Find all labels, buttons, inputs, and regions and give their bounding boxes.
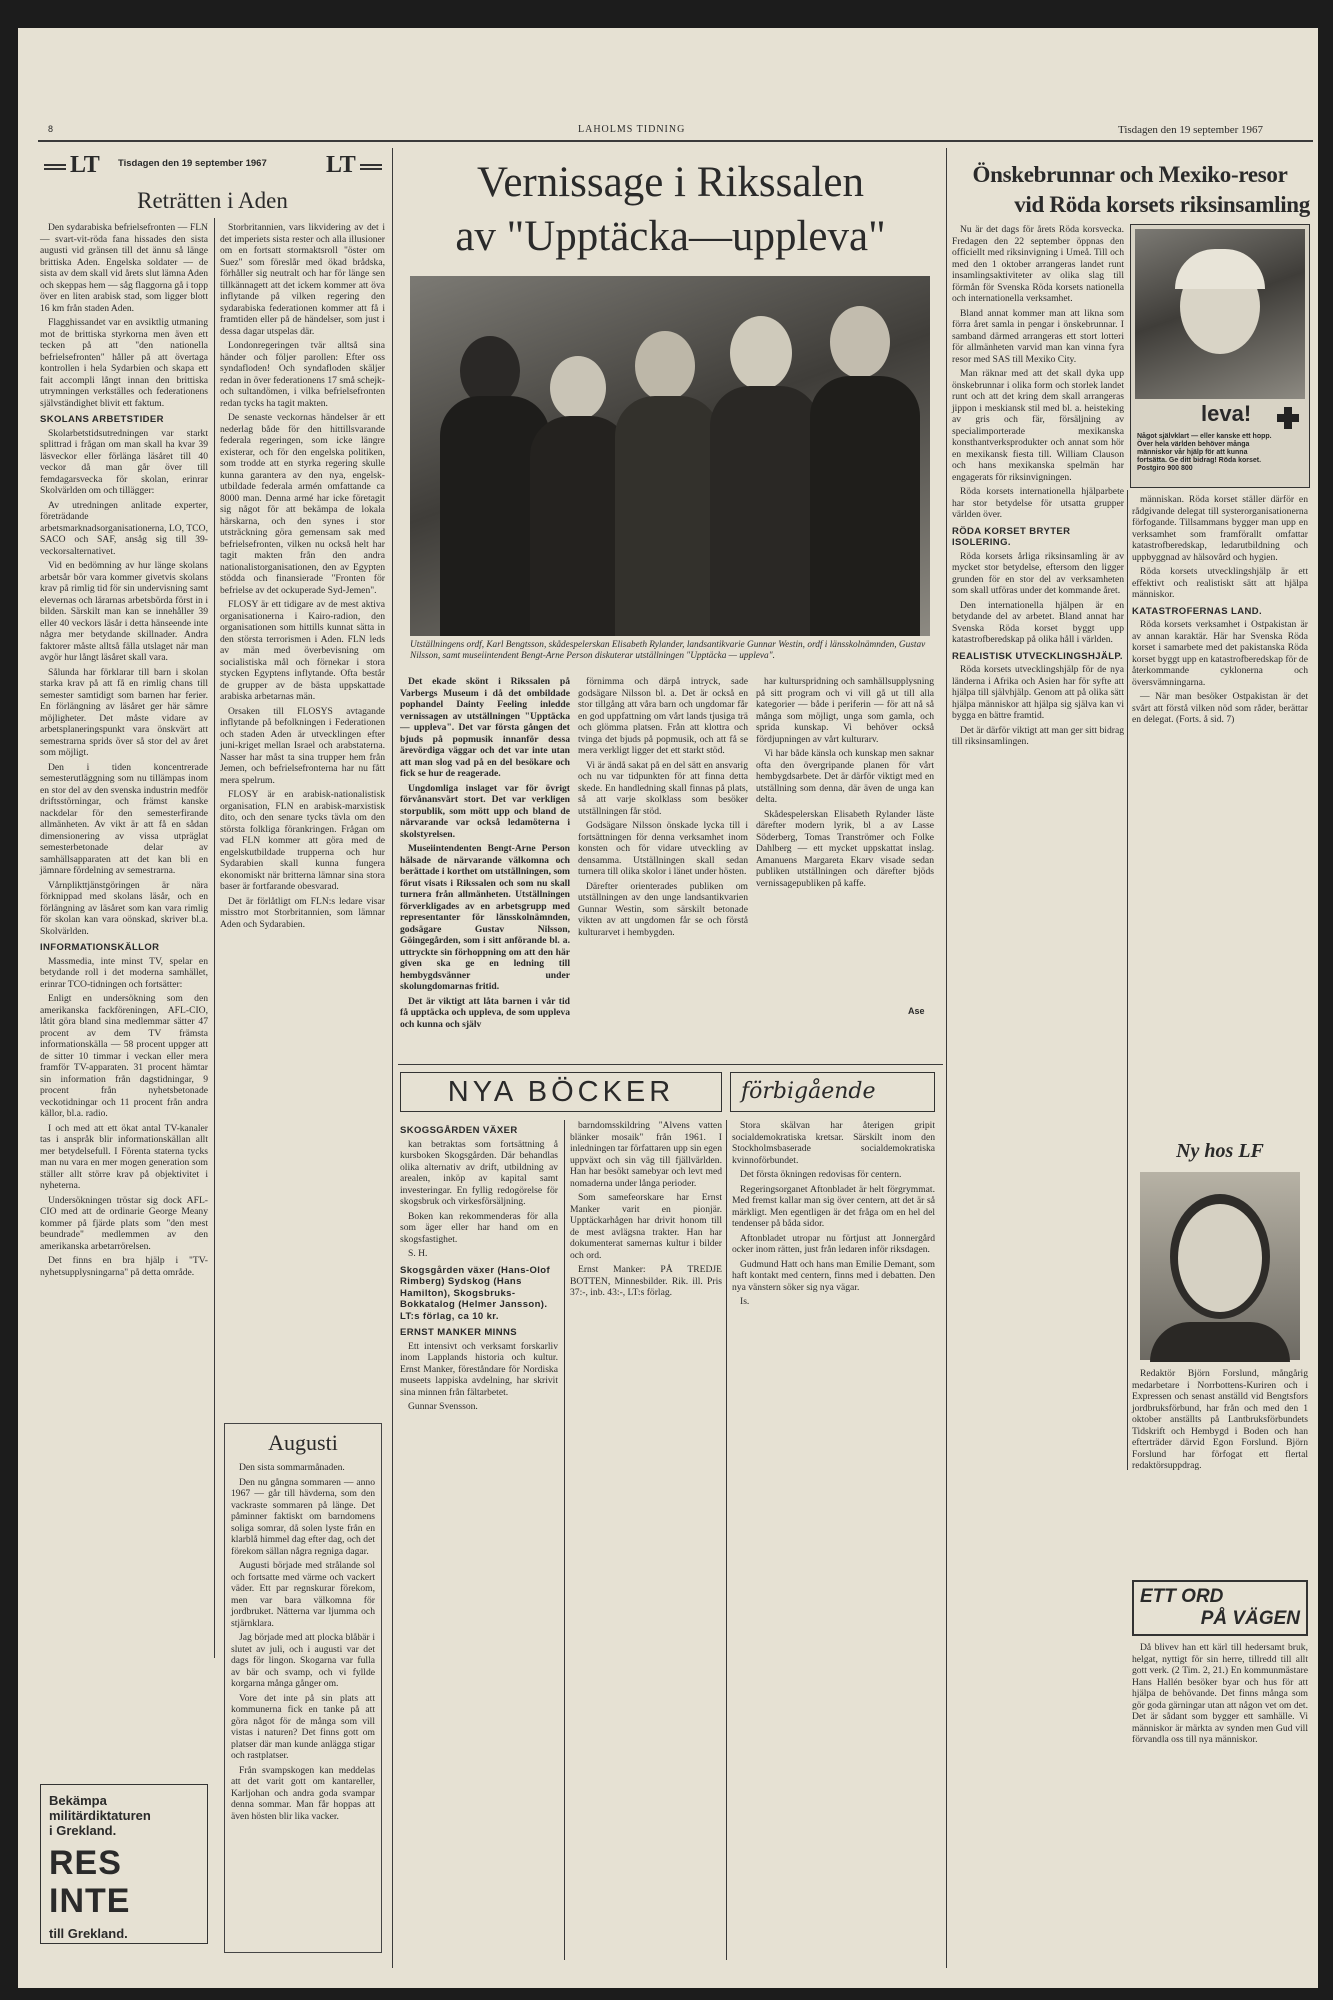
- paragraph: Den sydarabiska befrielsefronten — FLN — svart-vit-röda fana hissades den sista augusti vid gränsen till det ännu så länge brittiska Aden. Engelska soldater — de sista av dem skall vid årets slut lämna Aden och skeppas hem — såg flaggorna gå i topp över en liten arabisk stad, som ligger blott 16 km från staden Aden.: [40, 222, 208, 314]
- paragraph: Det finns en bra hjälp i "TV-nyhetsupplysningarna" på detta område.: [40, 1255, 208, 1278]
- paragraph: Flagghissandet var en avsiktlig utmaning mot de brittiska styrkorna men även ett tecken på att "den nationella befrielsefronten" håller på att övertaga kontrollen i hela Sydarbien och skapa ett fait accompli långt innan den brittiska utrymningen verkställes och federationens självständighet blivit ett faktum.: [40, 317, 208, 409]
- column-divider: [946, 148, 947, 1968]
- vernissage-column-3: [756, 676, 934, 1016]
- section-heading: REALISTISK UTVECKLINGSHJÄLP.: [952, 650, 1123, 662]
- paragraph: Röda korsets utvecklingshjälp är ett effektivt och realistiskt sätt att hjälpa människor.: [1132, 566, 1308, 600]
- paragraph: Massmedia, inte minst TV, spelar en betydande roll i det moderna samhället, erinrar TCO-tidningen och fortsätter:: [40, 955, 208, 990]
- red-cross-icon: [1277, 407, 1299, 429]
- masthead-lt-left: LT: [70, 152, 100, 178]
- paragraph: Röda korsets årliga riksinsamling är av mycket stor betydelse, eftersom den ligger grunden för en stor del av verksamheten som skall utföras under det kommande året.: [952, 550, 1124, 596]
- red-cross-ad: [1130, 224, 1310, 488]
- paragraph: Röda korsets internationella hjälparbete har stor betydelse för utsatta grupper världen över.: [952, 486, 1124, 520]
- paragraph: Undersökningen tröstar sig dock AFL-CIO med att de ordinarie George Meany kommer på fjärde plats som "den mest beundrade" medlemmen av den amerikanska arbetarrörelsen.: [40, 1194, 208, 1252]
- paragraph: I och med att ett ökat antal TV-kanaler tas i anspråk blir informationskällan allt mer betydelsefull. I Förenta staterna tycks man nu vara en mer mogen generation som ställer allt större krav på objektivitet i nyheterna.: [40, 1122, 208, 1191]
- paragraph: Vi har både känsla och kunskap men saknar ofta den övergripande planen för vårt hembygdsarbete. Det är därför viktigt med en utställning som denna, där även de unga kan delta.: [756, 748, 934, 805]
- header-rule: [38, 140, 1313, 142]
- paragraph: Vid en bedömning av hur länge skolans arbetsår bör vara kommer givetvis skolans krav på rimlig tid för sin undervisning samt elevernas och lärarnas arbetsbörda först in i bilden. Särskilt man kan se innehåller 39 eller 40 veckors läsår i detta hänseende inte några mer betydande skillnader. Andra faktorer måste alltså fälla utslaget när man avgör hur långt läsåret skall vara.: [40, 560, 208, 663]
- ny-hos-lf-paragraph: Redaktör Björn Forslund, mångårig medarbetare i Norrbottens-Kuriren och i Expressen och senast anställd vid Bengtsfors jordbruksförbund, har från och med den 1 oktober anställts på Lantbruksförbundets Tidskrift och Hembygd i Boden och han efterträder därvid Egon Forslund. Björn Forslund har förfogat ett flertal redaktörsuppdrag.: [1132, 1368, 1308, 1471]
- paragraph: Vårnplikttjänstgöringen är nära förknippad med skolans läsår, och en förlängning av läsåret som kan vara rimlig för skolan kan vara oönskad, skriver bl.a. Skolvärlden.: [40, 879, 208, 937]
- paragraph: Ernst Manker: PÅ TREDJE BOTTEN, Minnesbilder. Rik. ill. Pris 37:-, inb. 43:-, LT:s förlag.: [570, 1264, 722, 1298]
- vernissage-caption: Utställningens ordf, Karl Bengtsson, skådespelerskan Elisabeth Rylander, landsantikvarie Gunnar Westin, ordf i länsskolnämnden, Gustav Nilsson, samt museiintendent Bengt-Arne Person diskuterar utställningen "Upptäcka — uppleva".: [410, 640, 926, 661]
- vernissage-column-2: [578, 676, 748, 1016]
- ad-copy: Något självklart — eller kanske ett hopp. Över hela världen behöver många människor vår hjälp för att kunna fortsätta. Ge ditt bidrag! Röda korset. Postgiro 900 800: [1137, 433, 1272, 472]
- paragraph: Skolarbetstidsutredningen var starkt splittrad i frågan om man skall ha kvar 39 läsveckor eller förlänga läsåret till 40 veckor då man går över till femdagarsvecka för skolan, erinrar Skolvärlden om och tillägger:: [40, 427, 208, 496]
- ett-ord-text: Då blivev han ett kärl till hedersamt bruk, helgat, nyttigt för sin herre, tillredd till allt gott verk. (2 Tim. 2, 21.) En kommunmästare Hans Hallén besöker byar och hus för att hjälpa de behövande. Det finns många som gör goda gärningar utan att någon vet om det. Det är sådant som bygger ett samhälle. Vi människor är märkta av synden men Gud vill förvandla oss till nya människor.: [1132, 1642, 1308, 1745]
- paragraph: Det är viktigt att låta barnen i vår tid få upptäcka och uppleva, de som uppleva och kunna och själv: [400, 995, 570, 1030]
- paragraph: Den nu gångna sommaren — anno 1967 — går till hävderna, som den vackraste sommaren på länge. Det påminner faktiskt om barndomens soliga somrar, då solen lyste från en klarblå himmel dag efter dag, och det förekom sällan några regniga dagar.: [231, 1476, 375, 1557]
- paragraph: FLOSY är en arabisk-nationalistisk organisation, FLN en arabisk-marxistisk dito, och den senare tycks tävla om den största folkliga förankringen. Frågan om vad FLN kommer att göra med de engelskutbildade trupperna och hur Sydarabien skall kunna fungera ekonomiskt när britterna lämnar sina stora baser är fortfarande obesvarad.: [220, 789, 385, 892]
- paragraph: Bland annat kommer man att likna som förra året samla in pengar i önskebrunnar. I samband därmed arrangeras ett stort lotteri för allmänheten varvid man kan vinna fyra resor med SAS till Mexiko City.: [952, 307, 1124, 365]
- paragraph: Det är därför viktigt att man ger sitt bidrag till riksinsamlingen.: [952, 724, 1124, 747]
- paragraph: FLOSY är ett tidigare av de mest aktiva organisationerna i Kairo-radion, den organisationen som hittills kunnat sätta in den största terrorismen i Aden. FLN leds av män med överbevisning om socialistiska mål och förnekar i stora stycken Egyptens inflytande. Ofta består de grupper av de bästa uppskattade arabiska arbetarnas män.: [220, 599, 385, 702]
- paragraph: Man räknar med att det skall dyka upp önskebrunnar i olika form och storlek landet runt och att det kring dem skall arrangeras jippon i meskiansk stil med bl. a. heisteking av gris och fär, försäljning av specialimporterade mexikanska konsthantverksprodukter och annat som hör en mexikansk fiesta till. William Clauson och hans mexikanska spelmän har engagerats för riksinvigningen.: [952, 368, 1124, 483]
- books-column-1: [400, 1120, 558, 1960]
- paragraph: Som samefeorskare har Ernst Manker varit en pionjär. Upptäckarhågen har drivit honom till de mest avlägsna trakter. Han har dokumenterat samernas kultur i bilder och ord.: [570, 1192, 722, 1261]
- paragraph: Storbritannien, vars likvidering av det i det imperiets sista rester och alla illusioner om en fortsatt stormaktsroll "öster om Suez" som föreslår med ökad brådska, förhåller sig neutralt och har för länge sen tillkännagett att det ickem kommer att öva inflytande på vilken regering den sydarabiska federationen kommer att få i framtiden eller på de händelser, som just i dessa dagar utspelas där.: [220, 222, 385, 337]
- books-column-2: [570, 1120, 722, 1960]
- paragraph: Den i tiden koncentrerade semesterutläggning som nu tillämpas inom en stor del av den svenska industrin medför driftsstörningar, och främst kanske nackdelar för den semesterfirande allmänheten. Av vikt är att få en sådan dimensionering av vissa utpräglat semesterbetonade delar av samhällsapparaten att det kan bli en jämnare fördelning av semestrarna.: [40, 761, 208, 876]
- onskebrunnar-column-right: [1132, 494, 1308, 1134]
- editorial-column-2: [220, 222, 385, 1412]
- ett-ord-box: [1132, 1580, 1308, 1960]
- paragraph: Jag började med att plocka blåbär i slutet av juli, och i augusti var det dags för lingon. Skogarna var fulla av bär och svamp, och vi fyllde korgarna många gånger om.: [231, 1632, 375, 1689]
- paragraph: Röda korsets verksamhet i Ostpakistan är av annan karaktär. Här har Svenska Röda korset i samarbete med det pakistanska Röda korset byggt upp en katastrofberedskap för de återkommande cyklonerna och översvämningarna.: [1132, 619, 1308, 688]
- paragraph: förnimma och därpå intryck, sade godsägare Nilsson bl. a. Det är också en stor tillgång att våra barn och ungdomar får en god uppfattning om vårt lands tjusiga trä och glömma platsen. Från att klottra och tvinga det bjuds på popmusik, och att få se mera verkligt ligger det ett starkt stöd.: [578, 676, 748, 756]
- paper-name: LAHOLMS TIDNING: [578, 124, 686, 135]
- paragraph: människan. Röda korset ställer därför en rådgivande delegat till systerorganisationerna förfogande. Tillsammans bygger man upp en verksamhet som framförallt omfattar katastrofberedskap, ledarutbildning och uppbyggnad av hälsovård och hygien.: [1132, 494, 1308, 563]
- paragraph: Skådespelerskan Elisabeth Rylander läste därefter modern lyrik, bl a av Lasse Söderberg, Tomas Tranströmer och Folke Dahlberg — ett mycket uppskattat inslag. Amanuens Margareta Ekarv visade sedan publiken utställningen och därefter bjöds vernissagepubliken på kaffe.: [756, 808, 934, 889]
- grekland-ad: [40, 1784, 208, 1944]
- newspaper-page: [18, 28, 1318, 1988]
- forslund-portrait: [1140, 1172, 1300, 1360]
- vernissage-signature: Ase: [908, 1006, 925, 1016]
- ny-hos-lf-text: [1132, 1368, 1308, 1568]
- child-photo: [1135, 229, 1305, 399]
- nya-bocker-header: [400, 1072, 722, 1112]
- onskebrunnar-headline-1: Önskebrunnar och Mexiko-resor: [972, 162, 1288, 187]
- paragraph: Gudmund Hatt och hans man Emilie Demant, som haft kontakt med centern, finns med i debatten. Den nya vänstern söker sig nya vägar.: [732, 1258, 935, 1293]
- forbigaende-title: förbigående: [741, 1079, 876, 1104]
- section-heading: Skogsgården växer (Hans-Olof Rimberg) Sydskog (Hans Hamilton), Skogsbruks-Bokkatalog (Helmer Jansson). LT:s förlag, ca 10 kr.: [400, 1264, 551, 1322]
- ad-big-text: RES INTE: [49, 1844, 131, 1920]
- paragraph: Det första ökningen redovisas för centern.: [740, 1169, 902, 1180]
- masthead-date: Tisdagen den 19 september 1967: [118, 158, 267, 169]
- section-heading: ERNST MANKER MINNS: [400, 1327, 517, 1338]
- vernissage-headline-2: av "Upptäcka—uppleva": [455, 213, 886, 260]
- paragraph: Londonregeringen tvär alltså sina händer och följer parollen: Efter oss syndafloden! Och syndafloden skäljer redan in över federationens 17 små schejk- och sultandömen, i vilka befrielsefronten redan tycks ha tagit makten.: [220, 340, 385, 409]
- paragraph: Vi är ändå sakat på en del sätt en ansvarig och nu var tidpunkten för att finna detta skede. En handledning skall finnas på plats, så att varje skolklass som besöker utställningen får stöd.: [578, 759, 748, 817]
- augusti-box: [224, 1423, 382, 1953]
- paragraph: Nu är det dags för årets Röda korsvecka. Fredagen den 22 september öppnas den officiellt med riksinvigning i Umeå. Till och med den 1 oktober arrangeras landet runt insamlingsaktiviteter av olika slag till förmån för Svenska Röda korsets nationella och internationella verksamhet.: [952, 224, 1124, 304]
- section-heading: INFORMATIONSKÄLLOR: [40, 942, 160, 953]
- paragraph: Augusti började med strålande sol och fortsatte med värme och vackert väder. Ett par regnskurar förekom, men var bara välkomna för jordbruket. Nätterna var ljumma och stjärnklara.: [231, 1560, 375, 1629]
- ett-ord-title-2: PÅ VÄGEN: [1200, 1608, 1300, 1629]
- column-divider: [564, 1120, 565, 1960]
- paragraph: Ett intensivt och verksamt forskarliv inom Lapplands historia och kultur. Ernst Manker, föreståndare för Nordiska museets lappiska avdelning, har skrivit sina minnen från fältarbetet.: [400, 1340, 558, 1398]
- paragraph: Det ekade skönt i Rikssalen på Varbergs Museum i då det ombildade pophandel Dainty Feeling inledde vernissagen av utställningen "Upptäcka — uppleva". Det var första gången det bjuds på popmusik innanför dessa ärevördiga väggar och det var inte utan att man slog vad på en del besökare och fick se hur de reagerade.: [400, 676, 570, 779]
- paragraph: Stora skälvan har återigen gripit socialdemokratiska kretsar. Särskilt inom den Stockholmsbaserade socialdemokratiska kvinnoförbundet.: [732, 1120, 935, 1166]
- paragraph: har kulturspridning och samhällsupplysning på sitt program och vi vill gå ut till alla kategorier — både i periferin — för att nå så många som möjligt, unga som gamla, och sprida kunskap. Vi behöver också fördjupningen av vårt kulturarv.: [756, 676, 934, 745]
- paragraph: Röda korsets utvecklingshjälp för de nya länderna i Afrika och Asien har för syfte att hjälpa till självhjälp. Genom att på olika sätt hjälpa människor att hjälpa sig själva kan vi bygga en bättre framtid.: [952, 664, 1124, 721]
- section-heading: SKOLANS ARBETSTIDER: [40, 414, 164, 425]
- column-divider: [214, 218, 215, 1658]
- forbigaende-column: [732, 1120, 935, 1960]
- paragraph: Orsaken till FLOSYS avtagande inflytande på befolkningen i Federationen och staden Aden är utvecklingen efter juni-kriget mellan Israel och arabstaterna. Nasser har måst ta sina trupper hem från Jemen, och befrielsefronterna har nu fått mera spelrum.: [220, 705, 385, 786]
- vernissage-photo: [410, 276, 930, 636]
- paragraph: Ungdomliga inslaget var för övrigt förvånansvärt stort. Det var verkligen storpublik, som mött upp och bland de närvarande var också ledamöterna i skolstyrelsen.: [400, 782, 570, 840]
- onskebrunnar-headline-2: vid Röda korsets riksinsamling: [1014, 192, 1310, 217]
- section-heading: KATASTROFERNAS LAND.: [1132, 605, 1263, 617]
- paragraph: Aftonbladet utropar nu förtjust att Jonnergård ocker inom rätten, just från ledaren inför riksdagen.: [732, 1232, 935, 1255]
- paragraph: Det är förlåtligt om FLN:s ledare visar misstro mot Storbritannien, som lämnar Aden och Sydarabien.: [220, 895, 385, 930]
- paragraph: barndomsskildring "Alvens vatten blänker mosaik" från 1961. I inledningen tar författaren upp sin egen uppväxt och sin väg till fjällvärlden. Han har besökt samebyar och levt med nomaderna under långa perioder.: [570, 1120, 722, 1189]
- paragraph: Is.: [740, 1296, 750, 1307]
- column-divider: [726, 1120, 727, 1960]
- masthead-lt-right: LT: [326, 152, 356, 178]
- paragraph: Därefter orienterades publiken om utställningen av den unge landsantikvarien Gunnar Westin, som särskilt betonade vikten av att ungdomen får se och förstå kulturarvet i hembygden.: [578, 880, 748, 938]
- onskebrunnar-column-left: [952, 224, 1124, 1474]
- paragraph: Sålunda har förklarar till barn i skolan starka krav på att få en rimlig chans till semester samtidigt som barnen har ferier. En förlängning av läsåret ger här sämre möjligheter. Det måste vidare av arbetsplaneringspunkt vara önskvärt att semestrarna sprids över så stor del av året som möjligt.: [40, 666, 208, 758]
- paragraph: S. H.: [408, 1248, 428, 1259]
- ad-line-3: i Grekland.: [49, 1823, 117, 1838]
- editorial-title: Reträtten i Aden: [137, 188, 288, 213]
- augusti-title: Augusti: [268, 1430, 338, 1455]
- running-head-date: Tisdagen den 19 september 1967: [1118, 124, 1264, 136]
- ett-ord-header: [1132, 1580, 1308, 1636]
- forbigaende-header: [730, 1072, 935, 1112]
- ad-line-1: Bekämpa: [49, 1793, 107, 1808]
- editorial-masthead: [40, 152, 385, 180]
- paragraph: Enligt en undersökning som den amerikanska fackföreningen, AFL-CIO, låtit göra bland sina medlemmar sätter 47 procent av dem TV främsta informationskälla — 58 procent uppger att de sitter 10 timmar i veckan eller mera framför TV-apparaten. 31 procent hämtar sin information från dagstidningar, 9 procent från nyhetsbetonade veckotidningar och 11 procent från andra källor, bl.a. radio.: [40, 993, 208, 1119]
- paragraph: Av utredningen anlitade experter, företrädande arbetsmarknadsorganisationerna, LO, TCO, SACO och SAF, ansåg sig till 39-veckorsalternativet.: [40, 499, 208, 557]
- vernissage-headline-1: Vernissage i Rikssalen: [477, 159, 864, 206]
- column-divider: [1127, 490, 1128, 1470]
- paragraph: Vore det inte på sin plats att kommunerna fick en tanke på att göra något för de många som vill vistas i naturen? Det finns gott om platser där man kunde anlägga stigar och rastplatser.: [231, 1692, 375, 1761]
- section-rule: [398, 1064, 943, 1065]
- page-number: 8: [48, 124, 54, 134]
- paragraph: De senaste veckornas händelser är ett nederlag både för den hittillsvarande federala regeringen, som icke längre existerar, och för den engelska politiken, som trodde att en styrka regering skulle kunna garantera av den nya, engelsk-utbildade federala armén omfattande ca 8000 man. Denna armé har icke företagit sig något för att bekämpa de lokala härskarna, och den synes i stor utsträckning göra gemensam sak med befrielsefronten, vilken nu också helt har tagit makten från den andra nationalistorganisationen, den av Egypten stödda och finansierade "Fronten för befrielse av det ockuperade Syd-Jemen".: [220, 412, 385, 596]
- paragraph: Gunnar Svensson.: [408, 1401, 478, 1412]
- ett-ord-title-1: ETT ORD: [1140, 1586, 1224, 1607]
- paragraph: Boken kan rekommenderas för alla som äger eller har hand om en skogsfastighet.: [400, 1210, 558, 1245]
- paragraph: Den internationella hjälpen är en betydande del av arbetet. Bland annat har Svenska Röda korset byggt upp katastrofberedskap på olika håll i världen.: [952, 599, 1124, 645]
- editorial-column-1: [40, 222, 208, 1482]
- paragraph: Från svampskogen kan meddelas att det varit gott om kantareller, Karljohan och andra goda svampar denna sommar. Man får hoppas att även hösten blir lika vacker.: [231, 1764, 375, 1822]
- paragraph: — När man besöker Ostpakistan är det svårt att förstå vilken nöd som råder, berättar en delegat. (Forts. å sid. 7): [1132, 691, 1308, 725]
- nya-bocker-title: NYA BÖCKER: [447, 1076, 675, 1108]
- paragraph: Regeringsorganet Aftonbladet är helt förgrymmat. Med fremst kallar man sig över centern, att det är så märkligt. Men egentligen är det fråga om en hel del tendenser på båda sidor.: [732, 1183, 935, 1229]
- paragraph: Museiintendenten Bengt-Arne Person hälsade de närvarande välkomna och berättade i korthet om utställningen, som förut visats i Rikssalen och som nu skall turnera från allmänheten. Utställningen förverkligades av en arbetsgrupp med representanter för länsskolnämnden, godsägare Gustav Nilsson, Göingegården, som i sitt anförande bl. a. uttryckte sin förhoppning om att den här given ska ge en ledning till hembygdsvänner under skolungdomarnas fritid.: [400, 843, 570, 992]
- section-heading: SKOGSGÅRDEN VÄXER: [400, 1125, 518, 1136]
- paragraph: Godsägare Nilsson önskade lycka till i fortsättningen för denna verksamhet inom konsten och för vidare utveckling av densamma. Utställningen skall sedan turnera till olika skolor i länet under hösten.: [578, 820, 748, 877]
- column-divider: [392, 148, 393, 1968]
- ny-hos-lf-title: Ny hos LF: [1176, 1140, 1264, 1162]
- paragraph: kan betraktas som fortsättning å kursboken Skogsgården. Där behandlas olika alternativ av drift, utbildning av arealen, inköp av kapital samt investeringar. En fyllig redogörelse för skogsbruk och virkesförsäljning.: [400, 1138, 558, 1207]
- ad-line-4: till Grekland.: [49, 1926, 128, 1941]
- ad-leva: leva!: [1201, 401, 1252, 426]
- ad-line-2: militärdiktaturen: [49, 1808, 151, 1823]
- paragraph: Den sista sommarmånaden.: [239, 1462, 345, 1473]
- section-heading: RÖDA KORSET BRYTER ISOLERING.: [952, 525, 1071, 548]
- vernissage-column-1: [400, 676, 570, 1030]
